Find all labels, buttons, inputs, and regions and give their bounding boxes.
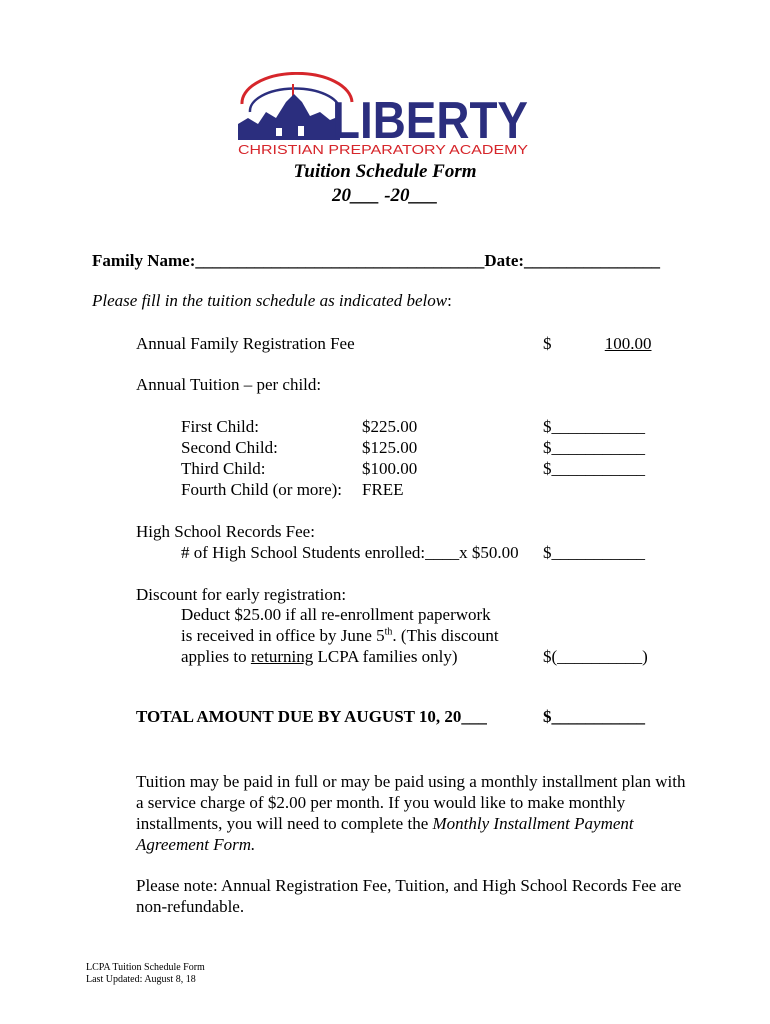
discount-returning: returning xyxy=(250,647,314,666)
installment-form-name: Monthly Installment Payment Agreement Form. xyxy=(136,814,634,854)
instruction-colon: : xyxy=(447,291,452,310)
discount-heading: Discount for early registration: xyxy=(136,585,347,604)
discount-amount-blank[interactable]: $(__________) xyxy=(543,647,648,666)
liberty-logo xyxy=(236,72,532,158)
tuition-row-price: $225.00 xyxy=(362,417,418,436)
tuition-row-blank[interactable]: $___________ xyxy=(543,417,645,436)
date-blank[interactable]: ________________ xyxy=(524,251,661,270)
discount-line-2 xyxy=(181,626,499,646)
total-amount-blank[interactable]: $___________ xyxy=(543,707,645,726)
form-title: Tuition Schedule Form xyxy=(293,161,477,182)
payment-note-text: Tuition may be paid in full or may be paid using a monthly installment plan with a service charge of $2.00 per month. If you would like to make monthly installments, you will need to complete the xyxy=(136,772,686,833)
discount-line-2-sup: th xyxy=(384,626,393,638)
family-name-blank[interactable]: __________________________________ xyxy=(195,251,485,270)
tuition-row-price: FREE xyxy=(362,480,404,499)
tuition-row-blank[interactable]: $___________ xyxy=(543,459,645,478)
instruction-text xyxy=(92,291,452,311)
registration-value: 100.00 xyxy=(604,334,652,353)
discount-line-2-text: is received in office by June 5 xyxy=(181,626,385,645)
discount-line-3 xyxy=(181,647,458,667)
hs-records-heading: High School Records Fee: xyxy=(136,522,315,541)
hs-records-amount-blank[interactable]: $___________ xyxy=(543,543,645,562)
refund-note: Please note: Annual Registration Fee, Tuition, and High School Records Fee are non-refundable. xyxy=(136,876,682,916)
hs-students-blank[interactable]: ____ xyxy=(425,543,460,562)
logo-subtitle: CHRISTIAN PREPARATORY ACADEMY xyxy=(238,142,529,157)
registration-label: Annual Family Registration Fee xyxy=(136,334,355,353)
registration-dollar: $ xyxy=(543,334,552,353)
tuition-row-label: First Child: xyxy=(181,417,259,436)
date-label: Date: xyxy=(484,251,525,270)
tuition-row-price: $125.00 xyxy=(362,438,418,457)
footer-last-updated: Last Updated: August 8, 18 xyxy=(86,974,196,985)
discount-line-3-end: LCPA families only) xyxy=(313,647,458,666)
family-name-field[interactable] xyxy=(92,251,660,271)
tuition-heading: Annual Tuition – per child: xyxy=(136,375,322,394)
total-label: TOTAL AMOUNT DUE BY AUGUST 10, 20___ xyxy=(136,707,487,726)
tuition-row-label: Second Child: xyxy=(181,438,278,457)
family-name-label: Family Name: xyxy=(92,251,196,270)
tuition-row-blank[interactable]: $___________ xyxy=(543,438,645,457)
discount-line-1: Deduct $25.00 if all re-enrollment paperwork xyxy=(181,605,491,624)
payment-note xyxy=(136,771,696,855)
footer-form-name: LCPA Tuition Schedule Form xyxy=(86,962,205,973)
discount-line-3-text: applies to xyxy=(181,647,251,666)
year-line: 20___ -20___ xyxy=(331,185,439,206)
hs-records-prefix: # of High School Students enrolled: xyxy=(181,543,426,562)
instruction-italic: Please fill in the tuition schedule as indicated below xyxy=(92,291,448,310)
tuition-row-label: Third Child: xyxy=(181,459,266,478)
hs-records-suffix: x $50.00 xyxy=(459,543,519,562)
hs-records-line xyxy=(181,543,519,563)
registration-amount xyxy=(543,334,652,354)
logo-name: LIBERTY xyxy=(332,92,528,150)
tuition-row-price: $100.00 xyxy=(362,459,418,478)
discount-line-2-end: . (This discount xyxy=(392,626,499,645)
tuition-row-label: Fourth Child (or more): xyxy=(181,480,343,499)
